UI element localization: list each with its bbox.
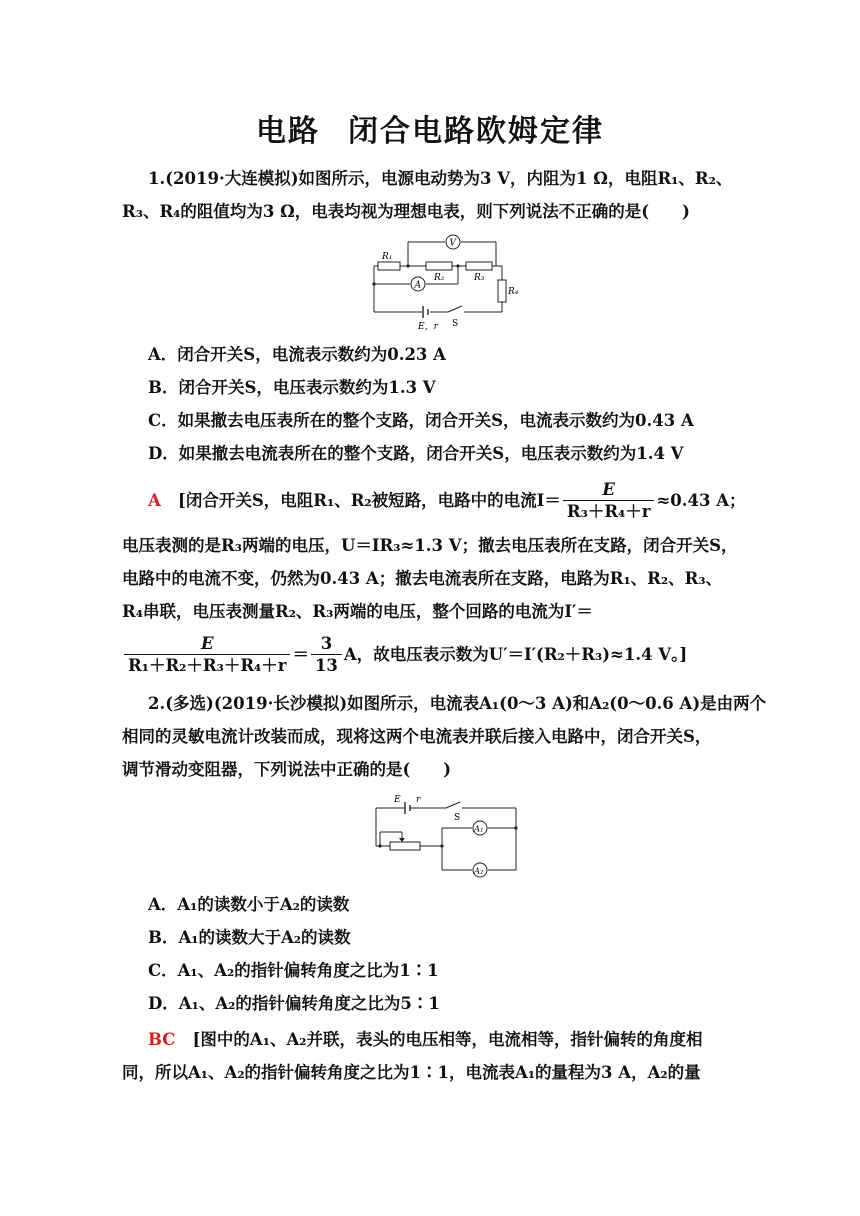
- q1-exp1-post: ≈0.43 A；: [656, 491, 746, 510]
- q1-explanation-line5: $\frac{E}{\text{R₁＋R₂＋R₃＋R₄＋r}}$ ＝ $\frac{3}{13}$ A，故电压表示数为U′＝I′(R₂＋R₃)≈1.4 V。]: [122, 632, 742, 678]
- q1-exp5-fraction2: $\frac{3}{13}$: [311, 634, 342, 677]
- q1-exp5-fraction: $\frac{E}{\text{R₁＋R₂＋R₃＋R₄＋r}}$: [124, 634, 290, 677]
- q2-option-d: D．A₁、A₂的指针偏转角度之比为5∶1: [148, 994, 440, 1013]
- q1-option-c: C．如果撤去电压表所在的整个支路，闭合开关S，电流表示数约为0.43 A: [148, 411, 694, 430]
- q2-label-r: r: [416, 795, 421, 805]
- q1-circuit-diagram: [368, 232, 528, 332]
- q1-explanation-line4: R₄串联，电压表测量R₂、R₃两端的电压，整个回路的电流为I′＝: [122, 602, 593, 621]
- q1-explanation-line2: 电压表测的是R₃两端的电压，U＝IR₃≈1.3 V；撤去电压表所在支路，闭合开关S，: [122, 536, 738, 555]
- q2-option-c: C．A₁、A₂的指针偏转角度之比为1∶1: [148, 961, 439, 980]
- q1-exp5-post: A，故电压表示数为U′＝I′(R₂＋R₃)≈1.4 V。]: [343, 645, 688, 664]
- q1-explanation-line3: 电路中的电流不变，仍然为0.43 A；撤去电流表所在支路，电路为R₁、R₂、R₃、: [122, 569, 723, 588]
- q1-label-A: A: [414, 280, 421, 291]
- q1-exp1-fraction: $\frac{E}{\text{R₃＋R₄＋r}}$: [563, 480, 655, 523]
- q1-label-R1: R₁: [382, 252, 393, 262]
- page-title: [0, 106, 860, 150]
- q1-label-R3: R₃: [474, 273, 485, 283]
- q2-option-a: A．A₁的读数小于A₂的读数: [148, 895, 350, 914]
- q1-label-R2: R₂: [434, 273, 445, 283]
- q1-label-S: S: [452, 319, 459, 329]
- q2-label-E: E: [394, 795, 401, 805]
- q1-option-d: D．如果撤去电流表所在的整个支路，闭合开关S，电压表示数约为1.4 V: [148, 444, 684, 463]
- title-part2: 闭合电路欧姆定律: [348, 114, 604, 149]
- q1-stem-line2: R₃、R₄的阻值均为3 Ω，电表均视为理想电表，则下列说法不正确的是( ): [122, 202, 690, 221]
- q2-stem-line2: 相同的灵敏电流计改装而成，现将这两个电流表并联后接入电路中，闭合开关S，: [122, 727, 712, 746]
- q2-circuit-diagram: [368, 790, 528, 880]
- q2-option-b: B．A₁的读数大于A₂的读数: [148, 928, 351, 947]
- q2-stem-line3: 调节滑动变阻器，下列说法中正确的是( ): [122, 760, 452, 779]
- q1-exp1-pre: [闭合开关S，电阻R₁、R₂被短路，电路中的电流I＝: [178, 491, 561, 510]
- q1-label-Er: E，r: [418, 322, 438, 332]
- q1-label-R4: R₄: [508, 287, 519, 297]
- q2-label-A1: A₁: [474, 824, 484, 835]
- q1-label-V: V: [449, 238, 456, 249]
- q2-label-S: S: [454, 813, 461, 823]
- q1-option-a: A．闭合开关S，电流表示数约为0.23 A: [148, 345, 446, 364]
- q1-answer: A: [148, 491, 161, 510]
- title-part1: 电路: [256, 114, 320, 149]
- q2-label-A2: A₂: [474, 866, 484, 877]
- q2-exp1-text: [图中的A₁、A₂并联，表头的电压相等，电流相等，指针偏转的角度相: [192, 1030, 703, 1049]
- q1-explanation-line1: [148, 478, 746, 524]
- q2-explanation-line2: 同，所以A₁、A₂的指针偏转角度之比为1∶1，电流表A₁的量程为3 A，A₂的量: [122, 1063, 701, 1082]
- q2-stem-line1: 2.(多选)(2019·长沙模拟)如图所示，电流表A₁(0～3 A)和A₂(0～0.6 A)是由两个: [148, 694, 767, 713]
- q2-answer: BC: [148, 1030, 176, 1049]
- q2-explanation-line1: [148, 1028, 742, 1052]
- q1-option-b: B．闭合开关S，电压表示数约为1.3 V: [148, 378, 436, 397]
- q1-stem-line1: 1.(2019·大连模拟)如图所示，电源电动势为3 V，内阻为1 Ω，电阻R₁、R₂、: [148, 169, 733, 188]
